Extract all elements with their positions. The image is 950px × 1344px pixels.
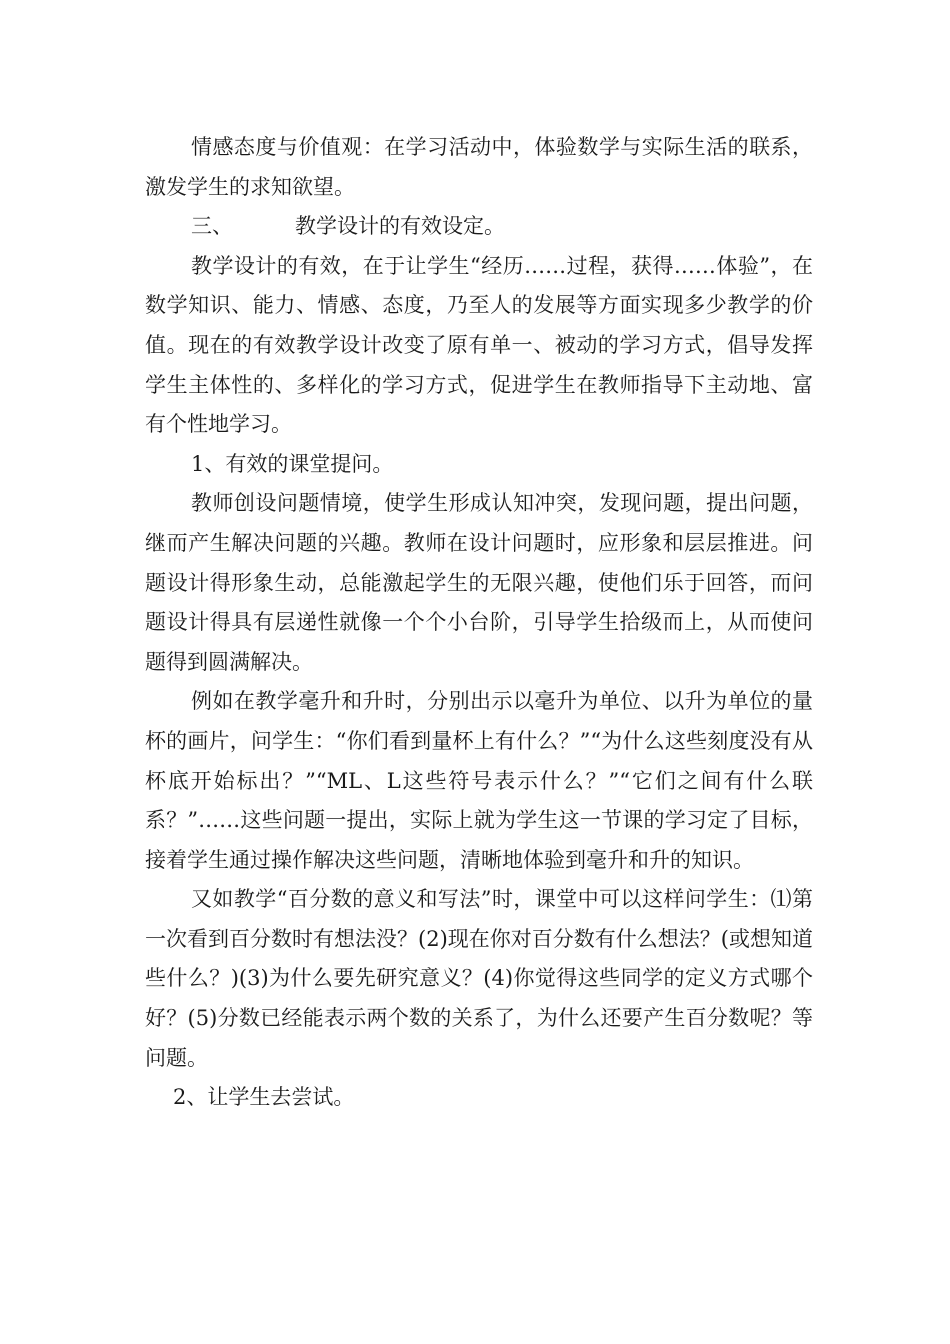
paragraph-effective-design: 教学设计的有效，在于让学生“经历……过程，获得……体验”，在数学知识、能力、情感、态度，乃至人的发展等方面实现多少教学的价值。现在的有效教学设计改变了原有单一、被动的学习方式，倡导发挥学生主体性的、多样化的学习方式，促进学生在教师指导下主动地、富有个性地学习。 (145, 253, 813, 437)
section-heading-3 (145, 207, 813, 247)
document-body (145, 128, 813, 1118)
paragraph-affective-goals: 情感态度与价值观：在学习活动中，体验数学与实际生活的联系，激发学生的求知欲望。 (145, 135, 813, 199)
paragraph-example-milliliter: 例如在教学毫升和升时，分别出示以毫升为单位、以升为单位的量杯的画片，问学生：“你们看到量杯上有什么？”“为什么这些刻度没有从杯底开始标出？”“ML、L这些符号表示什么？”“它们之间有什么联系？”……这些问题一提出，实际上就为学生这一节课的学习定了目标，接着学生通过操作解决这些问题，清晰地体验到毫升和升的知识。 (145, 689, 813, 872)
paragraph-questioning: 教师创设问题情境，使学生形成认知冲突，发现问题，提出问题，继而产生解决问题的兴趣。教师在设计问题时，应形象和层层推进。问题设计得形象生动，总能激起学生的无限兴趣，使他们乐于回答，而问题设计得具有层递性就像一个个小台阶，引导学生拾级而上，从而使问题得到圆满解决。 (145, 491, 813, 674)
subheading-2: 2、让学生去尝试。 (173, 1085, 355, 1110)
paragraph-example-percent: 又如教学“百分数的意义和写法”时，课堂中可以这样问学生：⑴第一次看到百分数时有想法没？(2)现在你对百分数有什么想法？(或想知道些什么？)(3)为什么要先研究意义？(4)你觉得这些同学的定义方式哪个好？(5)分数已经能表示两个数的关系了，为什么还要产生百分数呢？等问题。 (145, 887, 813, 1070)
section-title: 教学设计的有效设定。 (295, 214, 505, 239)
section-number: 三、 (191, 214, 233, 239)
subheading-1: 1、有效的课堂提问。 (191, 451, 394, 476)
